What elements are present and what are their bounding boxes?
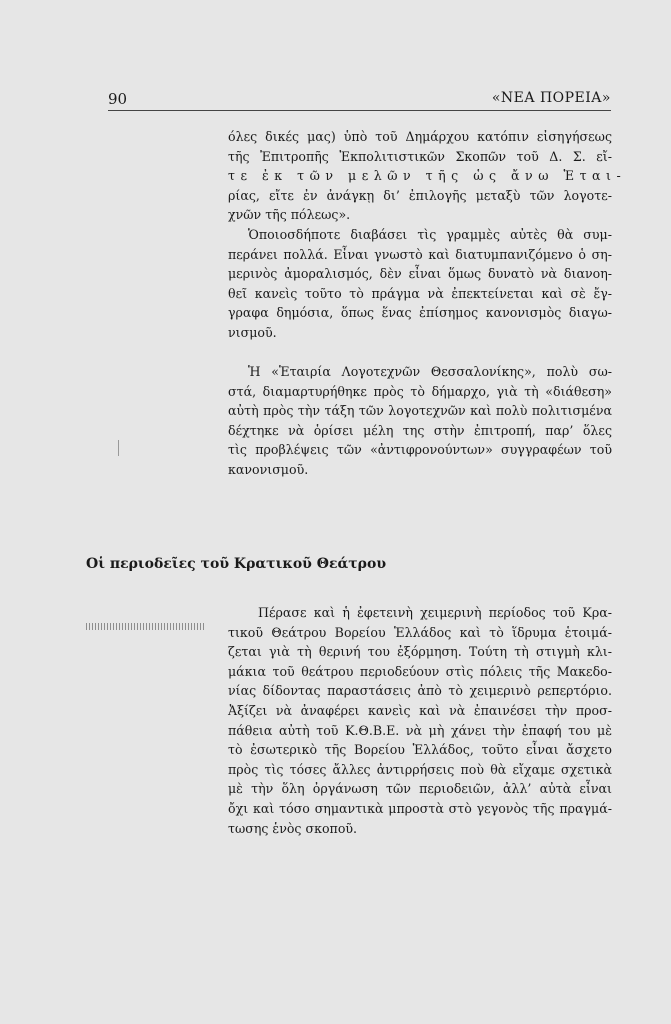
text-line: πάθεια αὐτὴ τοῦ Κ.Θ.Β.Ε. νὰ μὴ χάνει τὴν ἐπαφή του μὲ [228, 722, 612, 738]
text-line: Ἡ «Ἑταιρία Λογοτεχνῶν Θεσσαλονίκης», πολὺ σω- [248, 364, 612, 379]
decorative-rule [86, 623, 204, 630]
text-line: νισμοῦ. [228, 324, 277, 340]
page-header [108, 88, 611, 111]
paragraph-quote-end [228, 127, 627, 225]
margin-mark [118, 440, 119, 456]
text-line: δέχτηκε νὰ ὁρίσει μέλη της στὴν ἐπιτροπή, παρ’ ὅλες [228, 422, 612, 438]
section-title: Οἱ περιοδεῖες τοῦ Κρατικοῦ Θεάτρου [86, 556, 387, 572]
text-line: τῆς Ἐπιτροπῆς Ἐκπολιτιστικῶν Σκοπῶν τοῦ Δ. Σ. εἴ- [228, 148, 612, 164]
text-line: Πέρασε καὶ ἡ ἐφετεινὴ χειμερινὴ περίοδος τοῦ Κρα- [258, 605, 612, 620]
text-line: περάνει πολλά. Εἶναι γνωστὸ καὶ διατυμπανιζόμενο ὁ ση- [228, 246, 612, 262]
text-line: μὲ τὴν ὅλη ὀργάνωση τῶν περιοδειῶν, ἀλλ’ αὐτὰ εἶναι [228, 781, 612, 797]
text-line: τικοῦ Θεάτρου Βορείου Ἑλλάδος καὶ τὸ ἵδρυμα ἑτοιμά- [228, 624, 612, 640]
text-line: κανονισμοῦ. [228, 461, 309, 477]
text-line: πρὸς τὶς τόσες ἄλλες ἀντιρρήσεις ποὺ θὰ εἴχαμε σχετικὰ [228, 761, 612, 777]
text-line: ρίας, εἴτε ἐν ἀνάγκῃ δι’ ἐπιλογῆς μεταξὺ τῶν λογοτε- [228, 187, 612, 203]
page-number: 90 [108, 90, 128, 108]
text-line: στά, διαμαρτυρήθηκε πρὸς τὸ δήμαρχο, γιὰ τὴ «διάθεση» [228, 383, 612, 399]
paragraph-commentary [228, 225, 612, 343]
text-line: όλες δικές μας) ὑπὸ τοῦ Δημάρχου κατόπιν εἰσηγήσεως [228, 129, 612, 144]
text-line: μάκια τοῦ θεάτρου περιοδεύουν στὶς πόλεις τῆς Μακεδο- [228, 663, 612, 679]
text-line: γραφα δημόσια, ὅπως ἕνας ἐπίσημος κανονισμὸς διαγω- [228, 305, 612, 321]
paragraph-protest [228, 362, 612, 480]
text-line: χνῶν τῆς πόλεως». [228, 207, 351, 223]
text-line: νίας δίδοντας παραστάσεις ἀπὸ τὸ χειμερινὸ ρεπερτόριο. [228, 683, 612, 699]
text-line: θεῖ κανεὶς τοῦτο τὸ πράγμα νὰ ἐπεκτείνεται καὶ σὲ ἔγ- [228, 285, 612, 301]
text-line: ὄχι καὶ τόσο σημαντικὰ μπροστὰ στὸ γεγονὸς τῆς πραγμά- [228, 800, 612, 816]
text-line: τὸ ἐσωτερικὸ τῆς Βορείου Ἑλλάδος, τοῦτο εἶναι ἄσχετο [228, 742, 612, 758]
paragraph-theatre-tours [228, 603, 612, 838]
text-line: Ἀξίζει νὰ ἀναφέρει κανεὶς καὶ νὰ ἐπαινέσει τὴν προσ- [228, 702, 612, 718]
text-line: τε ἐκ τῶν μελῶν τῆς ὡς ἄνω Ἑται- [228, 168, 627, 184]
text-line: αὐτὴ πρὸς τὴν τάξη τῶν λογοτεχνῶν καὶ πολὺ πολιτισμένα [228, 403, 612, 419]
text-line: τωσης ἑνὸς σκοποῦ. [228, 820, 358, 836]
text-line: μερινὸς ἀμοραλισμός, δὲν εἶναι ὅμως δυνατὸ νὰ διανοη- [228, 266, 612, 282]
text-line: ζεται γιὰ τὴ θερινή του ἐξόρμηση. Τούτη τὴ στιγμὴ κλι- [228, 644, 612, 660]
text-line: Ὁποιοσδήποτε διαβάσει τὶς γραμμὲς αὐτὲς θὰ συμ- [248, 227, 612, 242]
text-line: τὶς προβλέψεις τῶν «ἀντιφρονούντων» συγγραφέων τοῦ [228, 442, 612, 458]
running-head: «ΝΕΑ ΠΟΡΕΙΑ» [491, 90, 611, 106]
